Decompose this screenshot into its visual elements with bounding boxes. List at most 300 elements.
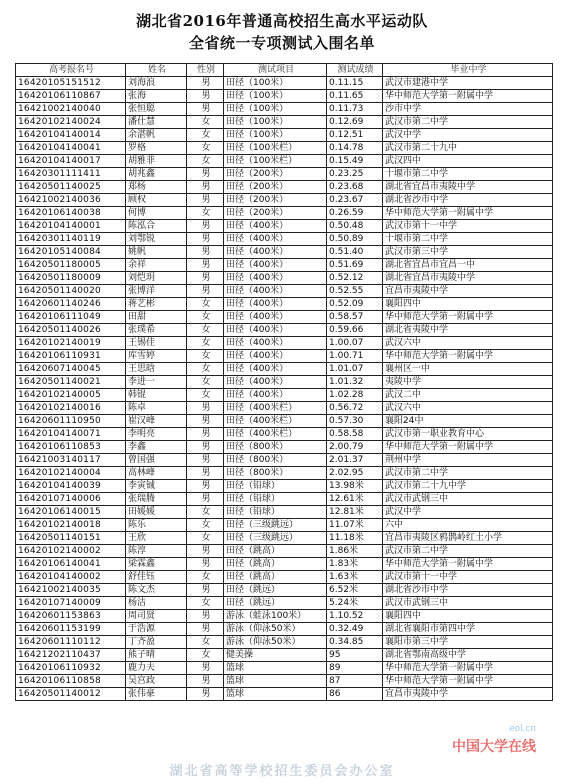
cell-student-name: 陈文杰 — [126, 584, 187, 597]
cell-registration-number: 16420501140025 — [16, 181, 126, 194]
cell-gender: 男 — [187, 103, 224, 116]
cell-gender: 女 — [187, 636, 224, 649]
cell-registration-number: 16420106110932 — [16, 662, 126, 675]
table-row — [16, 298, 553, 311]
cell-test-event: 田径（200米） — [224, 181, 327, 194]
cell-registration-number: 16420102140002 — [16, 545, 126, 558]
cell-graduated-school: 华中师范大学第一附属中学 — [383, 662, 553, 675]
cell-gender: 男 — [187, 246, 224, 259]
cell-student-name: 余湛帆 — [126, 129, 187, 142]
cell-test-result: 1.01.07 — [327, 363, 383, 376]
cell-gender: 女 — [187, 207, 224, 220]
roster-table — [15, 63, 553, 701]
cell-gender: 男 — [187, 168, 224, 181]
cell-gender: 男 — [187, 480, 224, 493]
cell-gender: 男 — [187, 77, 224, 90]
table-row — [16, 441, 553, 454]
cell-test-result: 0.23.67 — [327, 194, 383, 207]
cell-graduated-school: 沙市中学 — [383, 103, 553, 116]
cell-test-event: 田径（跳远） — [224, 584, 327, 597]
site-watermark — [452, 724, 536, 756]
cell-gender: 女 — [187, 116, 224, 129]
cell-registration-number: 16420501180009 — [16, 272, 126, 285]
cell-graduated-school: 襄阳市第三中学 — [383, 636, 553, 649]
table-row — [16, 103, 553, 116]
header-gender: 性别 — [187, 64, 224, 77]
cell-test-event: 游泳（蛙泳100米） — [224, 610, 327, 623]
table-row — [16, 246, 553, 259]
cell-graduated-school: 六中 — [383, 519, 553, 532]
cell-test-event: 田径（铅球） — [224, 493, 327, 506]
watermark-domain: eol.cn — [508, 724, 536, 734]
cell-graduated-school: 荆州中学 — [383, 454, 553, 467]
table-row — [16, 493, 553, 506]
cell-registration-number: 16420104140039 — [16, 480, 126, 493]
cell-gender: 男 — [187, 272, 224, 285]
cell-test-result: 1.10.52 — [327, 610, 383, 623]
cell-test-event: 田径（400米） — [224, 259, 327, 272]
cell-test-result: 11.18米 — [327, 532, 383, 545]
table-row — [16, 415, 553, 428]
cell-registration-number: 16420106110853 — [16, 441, 126, 454]
cell-student-name: 于浩源 — [126, 623, 187, 636]
table-row — [16, 597, 553, 610]
cell-registration-number: 16420601153199 — [16, 623, 126, 636]
cell-test-event: 篮球 — [224, 662, 327, 675]
cell-test-result: 2.01.37 — [327, 454, 383, 467]
cell-registration-number: 16420601110950 — [16, 415, 126, 428]
cell-registration-number: 16420107140009 — [16, 597, 126, 610]
cell-gender: 男 — [187, 545, 224, 558]
cell-test-event: 田径（100米） — [224, 116, 327, 129]
cell-test-result: 1.02.28 — [327, 389, 383, 402]
cell-test-result: 95 — [327, 649, 383, 662]
table-header-row — [16, 64, 553, 77]
cell-test-result: 0.50.89 — [327, 233, 383, 246]
cell-test-event: 田径（跳高） — [224, 558, 327, 571]
issuing-office-footer: 湖北省高等学校招生委员会办公室 — [169, 764, 395, 779]
cell-graduated-school: 宜昌市夷陵中学 — [383, 285, 553, 298]
cell-graduated-school: 武汉市第二中学 — [383, 467, 553, 480]
cell-gender: 女 — [187, 506, 224, 519]
table-row — [16, 623, 553, 636]
cell-graduated-school: 襄阳四中 — [383, 298, 553, 311]
cell-test-result: 1.01.32 — [327, 376, 383, 389]
cell-test-event: 田径（400米） — [224, 363, 327, 376]
table-row — [16, 207, 553, 220]
table-body — [16, 77, 553, 701]
cell-graduated-school: 华中师范大学第一附属中学 — [383, 441, 553, 454]
cell-graduated-school: 华中师范大学第一附属中学 — [383, 90, 553, 103]
cell-gender: 男 — [187, 584, 224, 597]
cell-graduated-school: 武汉市第二十九中学 — [383, 480, 553, 493]
table-row — [16, 662, 553, 675]
cell-registration-number: 16420102140005 — [16, 389, 126, 402]
cell-student-name: 张伟豪 — [126, 688, 187, 701]
cell-gender: 男 — [187, 441, 224, 454]
cell-graduated-school: 武汉市第二中学 — [383, 545, 553, 558]
cell-test-result: 2.00.79 — [327, 441, 383, 454]
table-row — [16, 389, 553, 402]
cell-graduated-school: 武汉市第二十九中 — [383, 142, 553, 155]
cell-graduated-school: 湖北省夷陵中学 — [383, 324, 553, 337]
cell-graduated-school: 华中师范大学第一附属中学 — [383, 558, 553, 571]
cell-registration-number: 16420106110931 — [16, 350, 126, 363]
cell-student-name: 姚帆 — [126, 246, 187, 259]
cell-student-name: 田媛媛 — [126, 506, 187, 519]
table-row — [16, 116, 553, 129]
cell-test-result: 89 — [327, 662, 383, 675]
cell-test-result: 1.86米 — [327, 545, 383, 558]
cell-student-name: 李寅铖 — [126, 480, 187, 493]
cell-test-event: 田径（100米） — [224, 77, 327, 90]
cell-test-result: 87 — [327, 675, 383, 688]
cell-gender: 男 — [187, 467, 224, 480]
watermark-text: 中国大学在线 — [452, 739, 536, 755]
cell-gender: 男 — [187, 675, 224, 688]
cell-gender: 女 — [187, 389, 224, 402]
cell-test-event: 田径（800米） — [224, 441, 327, 454]
cell-graduated-school: 湖北省沙市中学 — [383, 584, 553, 597]
cell-test-event: 田径（400米） — [224, 311, 327, 324]
cell-gender: 女 — [187, 532, 224, 545]
table-row — [16, 77, 553, 90]
cell-gender: 男 — [187, 233, 224, 246]
cell-registration-number: 16420106111049 — [16, 311, 126, 324]
cell-registration-number: 16420104140071 — [16, 428, 126, 441]
cell-student-name: 崔汉峰 — [126, 415, 187, 428]
table-row — [16, 402, 553, 415]
cell-test-result: 0.59.66 — [327, 324, 383, 337]
cell-student-name: 鹿力夫 — [126, 662, 187, 675]
cell-registration-number: 16420501140151 — [16, 532, 126, 545]
cell-test-event: 田径（跳高） — [224, 571, 327, 584]
cell-test-result: 0.12.51 — [327, 129, 383, 142]
table-row — [16, 259, 553, 272]
cell-registration-number: 16420106140041 — [16, 558, 126, 571]
cell-graduated-school: 武汉市第二中学 — [383, 116, 553, 129]
table-row — [16, 129, 553, 142]
cell-student-name: 陈泓合 — [126, 220, 187, 233]
cell-gender: 男 — [187, 194, 224, 207]
cell-test-event: 田径（400米） — [224, 350, 327, 363]
table-row — [16, 480, 553, 493]
table-row — [16, 467, 553, 480]
cell-graduated-school: 十堰市第二中学 — [383, 168, 553, 181]
cell-test-result: 0.14.78 — [327, 142, 383, 155]
table-row — [16, 649, 553, 662]
table-row — [16, 506, 553, 519]
cell-gender: 女 — [187, 649, 224, 662]
table-row — [16, 168, 553, 181]
cell-gender: 女 — [187, 337, 224, 350]
table-row — [16, 428, 553, 441]
table-row — [16, 610, 553, 623]
cell-test-event: 健美操 — [224, 649, 327, 662]
cell-registration-number: 16420301140119 — [16, 233, 126, 246]
table-row — [16, 558, 553, 571]
cell-student-name: 田甜 — [126, 311, 187, 324]
cell-registration-number: 16420105140084 — [16, 246, 126, 259]
cell-test-result: 0.58.57 — [327, 311, 383, 324]
cell-registration-number: 16420104140041 — [16, 142, 126, 155]
cell-test-result: 12.81米 — [327, 506, 383, 519]
cell-graduated-school: 武汉二中 — [383, 389, 553, 402]
cell-test-result: 12.61米 — [327, 493, 383, 506]
cell-student-name: 陈淳 — [126, 545, 187, 558]
cell-student-name: 李鑫 — [126, 441, 187, 454]
cell-graduated-school: 夷陵中学 — [383, 376, 553, 389]
cell-registration-number: 16421003140117 — [16, 454, 126, 467]
cell-gender: 女 — [187, 597, 224, 610]
cell-test-event: 田径（100米栏） — [224, 155, 327, 168]
cell-registration-number: 16420501140026 — [16, 324, 126, 337]
header-test-event: 测试项目 — [224, 64, 327, 77]
cell-test-event: 田径（400米栏） — [224, 402, 327, 415]
cell-test-result: 5.24米 — [327, 597, 383, 610]
cell-test-result: 0.52.09 — [327, 298, 383, 311]
cell-test-result: 0.34.85 — [327, 636, 383, 649]
header-test-result: 测试成绩 — [327, 64, 383, 77]
cell-student-name: 王思晗 — [126, 363, 187, 376]
cell-gender: 男 — [187, 662, 224, 675]
table-row — [16, 363, 553, 376]
cell-registration-number: 16420104140001 — [16, 220, 126, 233]
cell-registration-number: 16421202110437 — [16, 649, 126, 662]
cell-test-result: 0.57.30 — [327, 415, 383, 428]
cell-student-name: 顾权 — [126, 194, 187, 207]
document-title-line-1: 湖北省2016年普通高校招生高水平运动队 — [136, 12, 428, 30]
cell-graduated-school: 华中师范大学第一附属中学 — [383, 207, 553, 220]
cell-student-name: 陈卓 — [126, 402, 187, 415]
cell-test-event: 田径（三级跳远） — [224, 532, 327, 545]
cell-graduated-school: 湖北省宜昌市夷陵中学 — [383, 181, 553, 194]
cell-registration-number: 16420501140012 — [16, 688, 126, 701]
table-row — [16, 324, 553, 337]
cell-gender: 男 — [187, 688, 224, 701]
cell-graduated-school: 襄阳24中 — [383, 415, 553, 428]
cell-registration-number: 16420106140038 — [16, 207, 126, 220]
cell-registration-number: 16420601153863 — [16, 610, 126, 623]
cell-registration-number: 16420501140021 — [16, 376, 126, 389]
cell-test-event: 田径（200米） — [224, 194, 327, 207]
cell-registration-number: 16420106110867 — [16, 90, 126, 103]
cell-student-name: 张博洋 — [126, 285, 187, 298]
cell-test-event: 田径（100米栏） — [224, 142, 327, 155]
cell-test-result: 6.52米 — [327, 584, 383, 597]
cell-student-name: 陈乐 — [126, 519, 187, 532]
cell-gender: 男 — [187, 285, 224, 298]
cell-gender: 女 — [187, 571, 224, 584]
cell-graduated-school: 武汉市第十一中学 — [383, 571, 553, 584]
cell-gender: 女 — [187, 324, 224, 337]
cell-graduated-school: 武汉中学 — [383, 506, 553, 519]
cell-registration-number: 16420104140014 — [16, 129, 126, 142]
cell-graduated-school: 武汉六中 — [383, 337, 553, 350]
cell-test-result: 1.63米 — [327, 571, 383, 584]
cell-graduated-school: 武汉市武钢三中 — [383, 493, 553, 506]
cell-test-event: 田径（400米） — [224, 220, 327, 233]
cell-test-result: 0.11.15 — [327, 77, 383, 90]
cell-gender: 男 — [187, 493, 224, 506]
cell-student-name: 吴宫政 — [126, 675, 187, 688]
cell-gender: 男 — [187, 181, 224, 194]
cell-registration-number: 16420104140017 — [16, 155, 126, 168]
cell-registration-number: 16421002140035 — [16, 584, 126, 597]
cell-test-result: 0.23.68 — [327, 181, 383, 194]
cell-student-name: 李进一 — [126, 376, 187, 389]
cell-registration-number: 16420601110112 — [16, 636, 126, 649]
cell-test-result: 0.15.49 — [327, 155, 383, 168]
cell-test-event: 篮球 — [224, 688, 327, 701]
cell-test-event: 田径（铅球） — [224, 506, 327, 519]
table-row — [16, 545, 553, 558]
cell-graduated-school: 华中师范大学第一附属中学 — [383, 311, 553, 324]
table-row — [16, 688, 553, 701]
table-row — [16, 636, 553, 649]
cell-test-event: 游泳（仰泳50米） — [224, 623, 327, 636]
cell-registration-number: 16420601140246 — [16, 298, 126, 311]
cell-test-result: 0.32.49 — [327, 623, 383, 636]
cell-graduated-school: 武汉四中 — [383, 155, 553, 168]
table-row — [16, 454, 553, 467]
cell-gender: 女 — [187, 519, 224, 532]
cell-test-result: 86 — [327, 688, 383, 701]
cell-student-name: 曾国强 — [126, 454, 187, 467]
cell-test-event: 田径（800米） — [224, 467, 327, 480]
cell-registration-number: 16420501140020 — [16, 285, 126, 298]
cell-graduated-school: 武汉市第十一中学 — [383, 220, 553, 233]
cell-student-name: 杨洁 — [126, 597, 187, 610]
cell-registration-number: 16420107140006 — [16, 493, 126, 506]
cell-gender: 女 — [187, 311, 224, 324]
cell-student-name: 高林峰 — [126, 467, 187, 480]
table-row — [16, 155, 553, 168]
cell-gender: 男 — [187, 220, 224, 233]
cell-test-event: 田径（100米） — [224, 103, 327, 116]
cell-gender: 男 — [187, 415, 224, 428]
cell-test-event: 田径（100米） — [224, 90, 327, 103]
cell-test-event: 田径（铅球） — [224, 480, 327, 493]
header-name: 姓名 — [126, 64, 187, 77]
cell-graduated-school: 武汉市武钢三中 — [383, 597, 553, 610]
cell-registration-number: 16420106110858 — [16, 675, 126, 688]
cell-gender: 男 — [187, 454, 224, 467]
cell-graduated-school: 襄州区一中 — [383, 363, 553, 376]
cell-graduated-school: 华中师范大学第一附属中学 — [383, 350, 553, 363]
cell-student-name: 熊子晴 — [126, 649, 187, 662]
table-row — [16, 272, 553, 285]
cell-graduated-school: 武汉市第三中学 — [383, 246, 553, 259]
table-row — [16, 181, 553, 194]
cell-test-event: 田径（400米） — [224, 376, 327, 389]
cell-student-name: 刘恺玥 — [126, 272, 187, 285]
cell-test-event: 田径（400米） — [224, 233, 327, 246]
cell-gender: 女 — [187, 350, 224, 363]
cell-test-result: 0.56.72 — [327, 402, 383, 415]
cell-test-result: 1.00.07 — [327, 337, 383, 350]
cell-test-result: 0.52.55 — [327, 285, 383, 298]
cell-test-event: 游泳（仰泳50米） — [224, 636, 327, 649]
cell-student-name: 张恒聪 — [126, 103, 187, 116]
cell-graduated-school: 湖北省鄂南高级中学 — [383, 649, 553, 662]
cell-test-result: 2.02.95 — [327, 467, 383, 480]
cell-registration-number: 16420607140045 — [16, 363, 126, 376]
cell-test-event: 篮球 — [224, 675, 327, 688]
cell-graduated-school: 武汉市建港中学 — [383, 77, 553, 90]
cell-student-name: 王欣 — [126, 532, 187, 545]
cell-test-result: 0.51.69 — [327, 259, 383, 272]
cell-test-event: 田径（三级跳远） — [224, 519, 327, 532]
table-row — [16, 584, 553, 597]
cell-student-name: 周司贤 — [126, 610, 187, 623]
cell-graduated-school: 湖北省宜昌市夷陵中学 — [383, 272, 553, 285]
table-row — [16, 571, 553, 584]
table-row — [16, 220, 553, 233]
cell-test-result: 13.98米 — [327, 480, 383, 493]
cell-test-result: 0.26.59 — [327, 207, 383, 220]
cell-graduated-school: 襄阳四中 — [383, 610, 553, 623]
cell-test-event: 田径（400米） — [224, 298, 327, 311]
cell-test-event: 田径（400米栏） — [224, 415, 327, 428]
table-row — [16, 675, 553, 688]
cell-test-result: 0.12.69 — [327, 116, 383, 129]
cell-test-result: 0.58.58 — [327, 428, 383, 441]
document-title-line-2: 全省统一专项测试入围名单 — [188, 34, 375, 52]
cell-gender: 女 — [187, 363, 224, 376]
cell-gender: 女 — [187, 142, 224, 155]
cell-gender: 女 — [187, 298, 224, 311]
table-row — [16, 337, 553, 350]
cell-registration-number: 16421002140040 — [16, 103, 126, 116]
cell-test-event: 田径（100米） — [224, 129, 327, 142]
cell-registration-number: 16420102140004 — [16, 467, 126, 480]
cell-gender: 男 — [187, 428, 224, 441]
cell-student-name: 张璞希 — [126, 324, 187, 337]
cell-gender: 男 — [187, 259, 224, 272]
cell-gender: 男 — [187, 610, 224, 623]
table-row — [16, 519, 553, 532]
table-row — [16, 233, 553, 246]
cell-test-result: 1.00.71 — [327, 350, 383, 363]
cell-registration-number: 16420301111411 — [16, 168, 126, 181]
cell-student-name: 刘海浪 — [126, 77, 187, 90]
cell-test-result: 0.23.25 — [327, 168, 383, 181]
cell-registration-number: 16420106140015 — [16, 506, 126, 519]
table-row — [16, 285, 553, 298]
table-row — [16, 194, 553, 207]
table-row — [16, 142, 553, 155]
cell-graduated-school: 湖北省襄阳市第四中学 — [383, 623, 553, 636]
cell-student-name: 舒佳钰 — [126, 571, 187, 584]
cell-test-event: 田径（400米） — [224, 285, 327, 298]
table-row — [16, 532, 553, 545]
cell-student-name: 潘仕慧 — [126, 116, 187, 129]
cell-test-result: 0.52.12 — [327, 272, 383, 285]
cell-student-name: 梁霖鑫 — [126, 558, 187, 571]
cell-student-name: 胡雅菲 — [126, 155, 187, 168]
cell-test-result: 0.11.65 — [327, 90, 383, 103]
cell-student-name: 张瑞腾 — [126, 493, 187, 506]
cell-registration-number: 16420102140018 — [16, 519, 126, 532]
table-row — [16, 350, 553, 363]
cell-graduated-school: 湖北省宜昌市宜昌一中 — [383, 259, 553, 272]
cell-test-result: 0.50.48 — [327, 220, 383, 233]
cell-student-name: 胡兆鑫 — [126, 168, 187, 181]
cell-student-name: 韩锟 — [126, 389, 187, 402]
cell-graduated-school: 武汉六中 — [383, 402, 553, 415]
cell-test-result: 1.83米 — [327, 558, 383, 571]
